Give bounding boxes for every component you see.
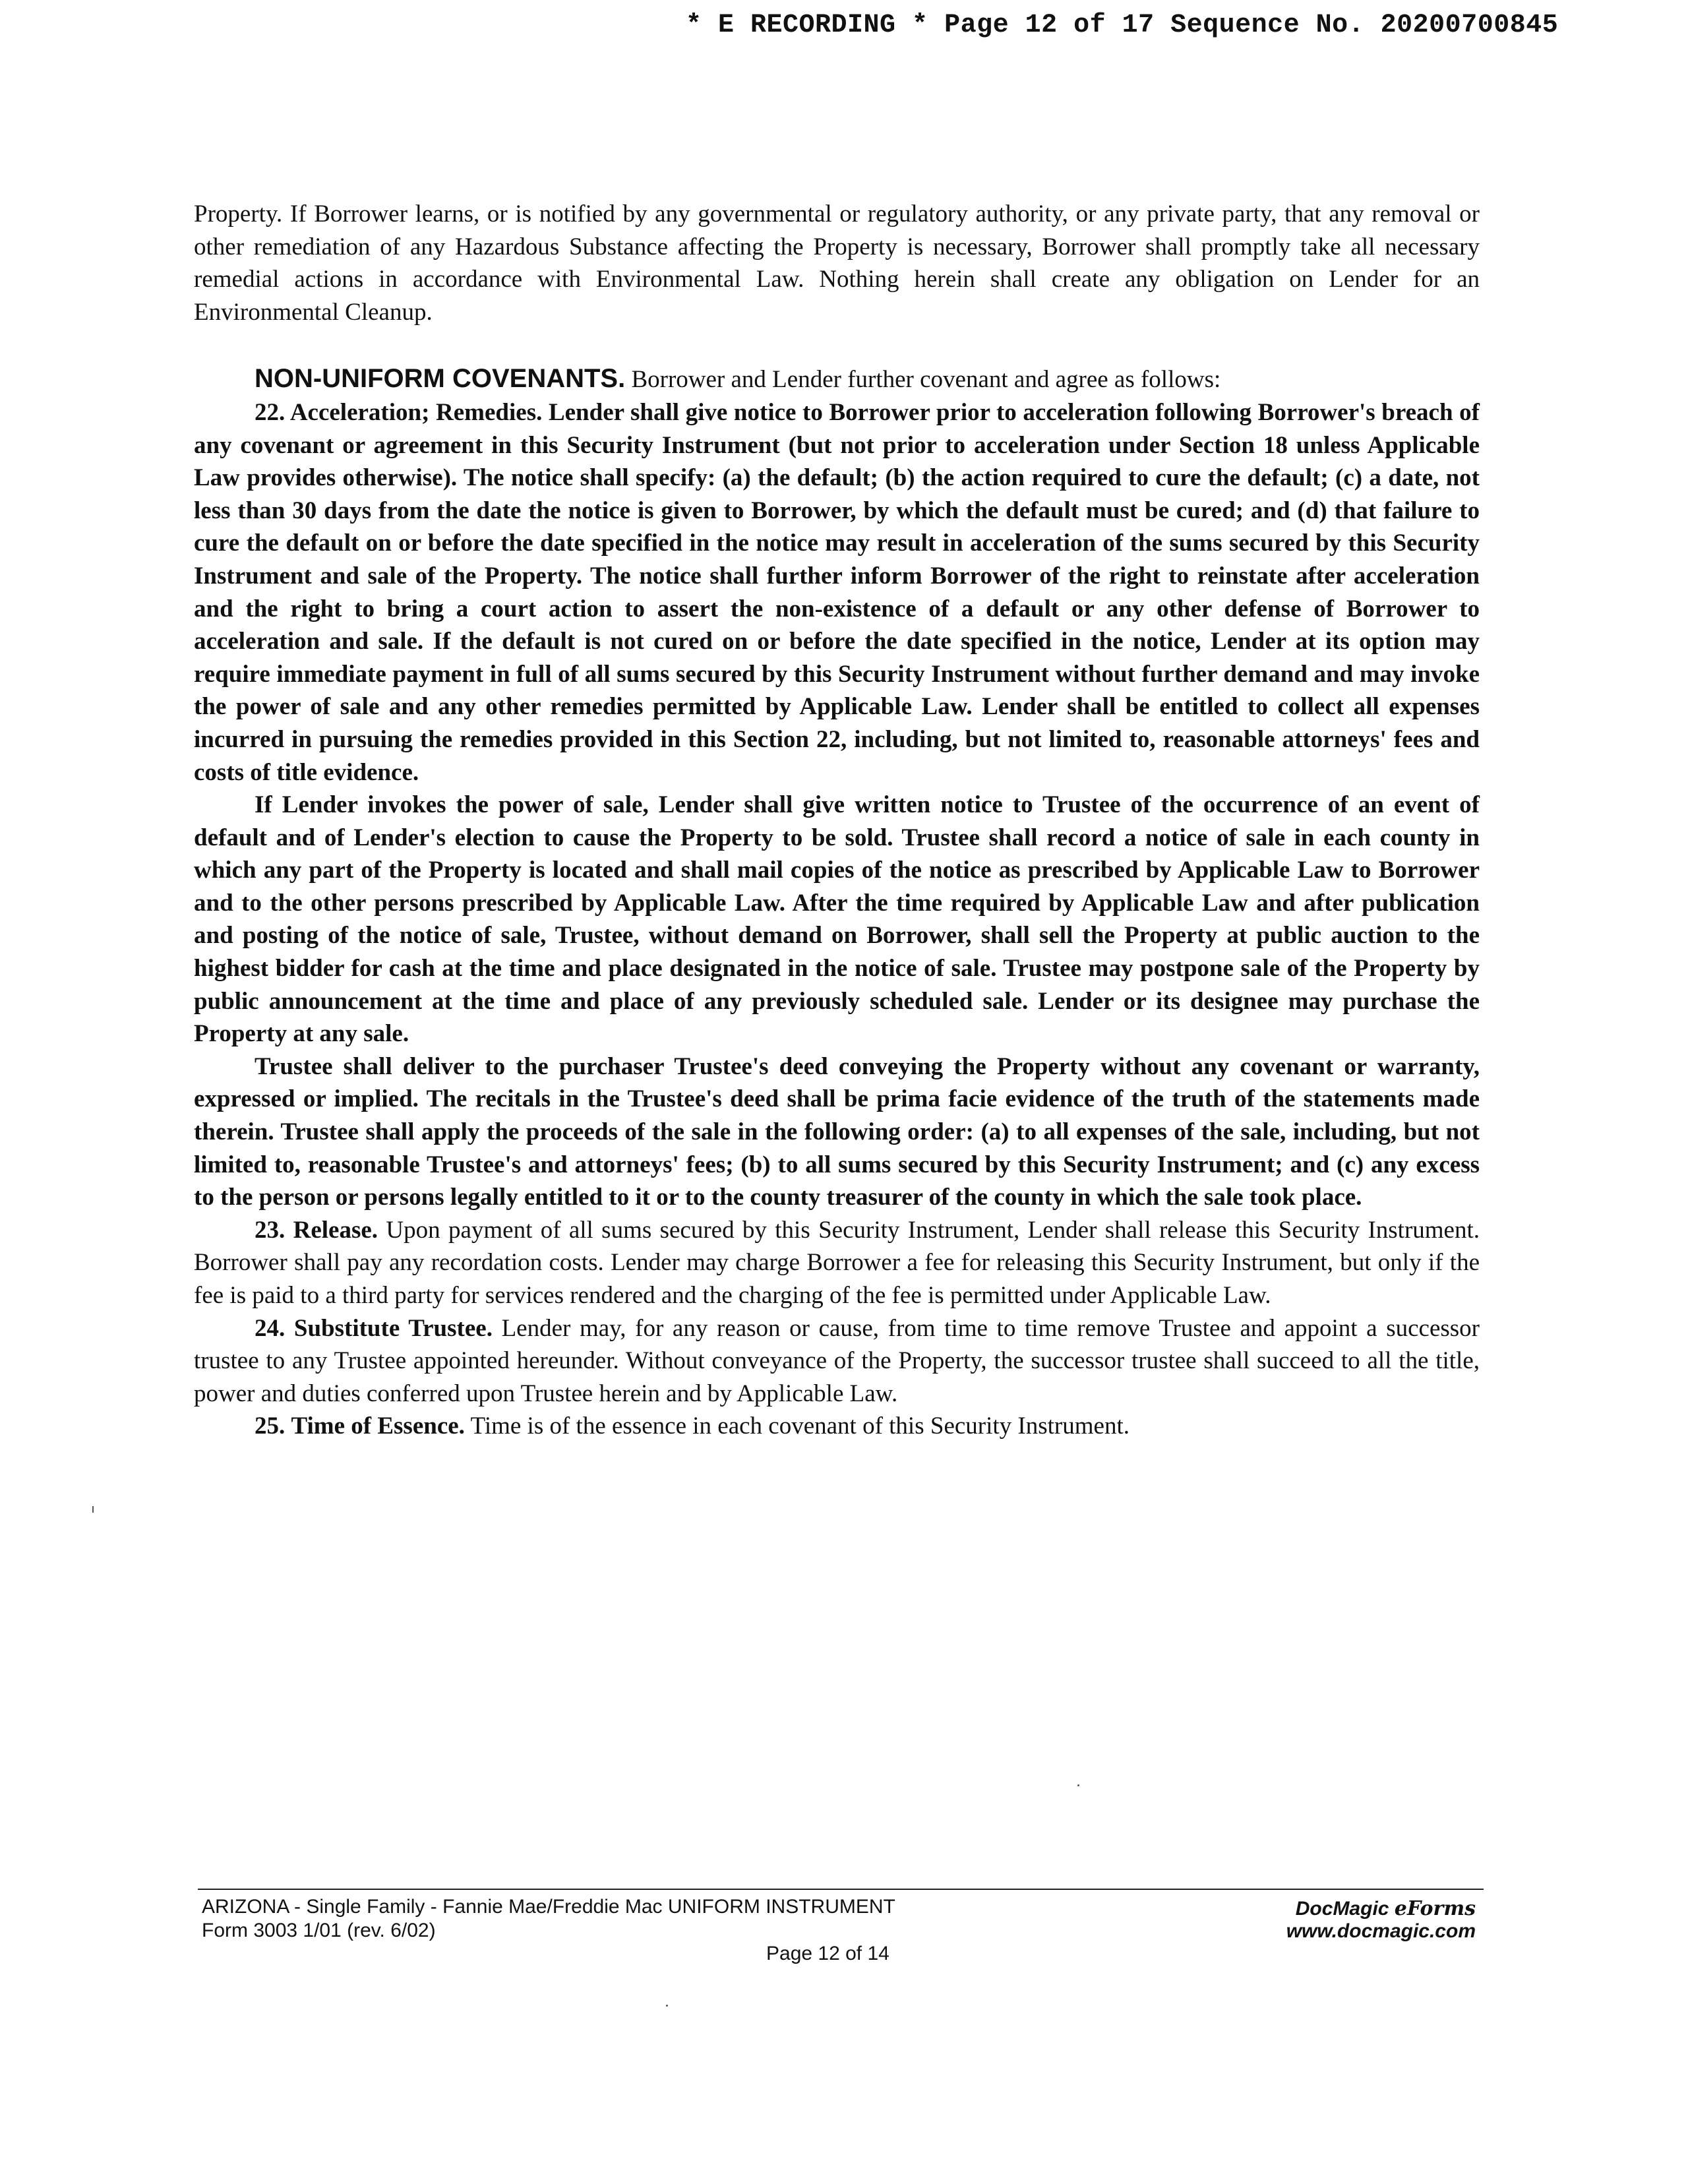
page-number: Page 12 of 14 [766, 1943, 889, 1964]
scan-speck [1077, 1784, 1079, 1786]
section-25-text: Time is of the essence in each covenant of this Security Instrument. [464, 1412, 1130, 1440]
section-25-number: 25. [255, 1412, 286, 1440]
non-uniform-covenants-heading: NON-UNIFORM COVENANTS. [255, 364, 626, 394]
form-number: Form 3003 1/01 (rev. 6/02) [202, 1920, 436, 1941]
footer-rule [198, 1889, 1484, 1890]
scan-speck [92, 1506, 94, 1513]
document-body [194, 198, 1480, 1443]
section-22-paragraph [194, 396, 1480, 789]
section-22-text: Lender shall give notice to Borrower prior to acceleration following Borrower's breach of any covenant or agreement in this Security Instrument (but not prior to acceleration under Section 18 unless Applicable Law provides otherwise). The notice shall specify: (a) the default; (b) the action required to cure the default; (c) a date, not less than 30 days from the date the notice is given to Borrower, by which the default must be cured; and (d) that failure to cure the default on or before the date specified in the notice may result in acceleration of the sums secured by this Security Instrument and sale of the Property. The notice shall further inform Borrower of the right to reinstate after acceleration and the right to bring a court action to assert the non-existence of a default or any other defense of Borrower to acceleration and sale. If the default is not cured on or before the date specified in the notice, Lender at its option may require immediate payment in full of all sums secured by this Security Instrument without further demand and may invoke the power of sale and any other remedies permitted by Applicable Law. Lender shall be entitled to collect all expenses incurred in pursuing the remedies provided in this Section 22, including, but not limited to, reasonable attorneys' fees and costs of title evidence. [194, 398, 1480, 786]
form-identification [202, 1895, 895, 1943]
non-uniform-covenants-text: Borrower and Lender further covenant and agree as follows: [625, 366, 1221, 394]
section-22-power-of-sale-paragraph: If Lender invokes the power of sale, Lender shall give written notice to Trustee of the occurrence of an event of default and of Lender's election to cause the Property to be sold. Trustee shall record a notice of sale in each county in which any part of the Property is located and shall mail copies of the notice as prescribed by Applicable Law to Borrower and to the other persons prescribed by Applicable Law. After the time required by Applicable Law and after publication and posting of the notice of sale, Trustee, without demand on Borrower, shall sell the Property at public auction to the highest bidder for cash at the time and place designated in the notice of sale. Trustee may postpone sale of the Property by public announcement at the time and place of any previously scheduled sale. Lender or its designee may purchase the Property at any sale. [194, 791, 1480, 1048]
section-23-title: Release. [293, 1216, 378, 1244]
docmagic-brand [1286, 1898, 1476, 1943]
brand-name: DocMagic [1295, 1898, 1395, 1920]
brand-url: www.docmagic.com [1286, 1920, 1476, 1942]
section-23-text: Upon payment of all sums secured by this Security Instrument, Lender shall release this Security Instrument. Borrower shall pay any recordation costs. Lender may charge Borrower a fee for releasing this Security Instrument, but only if the fee is paid to a third party for services rendered and the charging of the fee is permitted under Applicable Law. [194, 1216, 1480, 1309]
section-22-title: Acceleration; Remedies. [289, 398, 543, 426]
section-24-title: Substitute Trustee. [293, 1314, 493, 1342]
section-23-number: 23. [255, 1216, 286, 1244]
intro-paragraph: Property. If Borrower learns, or is notified by any governmental or regulatory authority, or any private party, that any removal or other remediation of any Hazardous Substance affecting the Property is necessary, Borrower shall promptly take all necessary remedial actions in accordance with Environmental Law. Nothing herein shall create any obligation on Lender for an Environmental Cleanup. [194, 200, 1480, 326]
non-uniform-covenants-paragraph [194, 363, 1480, 396]
scan-speck [666, 2005, 668, 2007]
section-22-number: 22. [255, 398, 286, 426]
section-25-paragraph [194, 1410, 1480, 1443]
section-23-paragraph [194, 1214, 1480, 1312]
section-22-trustee-deed-paragraph: Trustee shall deliver to the purchaser Trustee's deed conveying the Property without any covenant or warranty, expressed or implied. The recitals in the Trustee's deed shall be prima facie evidence of the truth of the statements made therein. Trustee shall apply the proceeds of the sale in the following order: (a) to all expenses of the sale, including, but not limited to, reasonable Trustee's and attorneys' fees; (b) to all sums secured by this Security Instrument; and (c) any excess to the person or persons legally entitled to it or to the county treasurer of the county in which the sale took place. [194, 1052, 1480, 1211]
brand-logo [1286, 1898, 1476, 1920]
eforms-logo-text: eForms [1394, 1897, 1476, 1920]
section-24-paragraph [194, 1312, 1480, 1410]
recording-header: * E RECORDING * Page 12 of 17 Sequence No. 20200700845 [686, 11, 1559, 40]
section-24-text: Lender may, for any reason or cause, from time to time remove Trustee and appoint a successor trustee to any Trustee appointed hereunder. Without conveyance of the Property, the successor trustee shall succeed to all the title, power and duties conferred upon Trustee herein and by Applicable Law. [194, 1314, 1480, 1407]
document-footer [198, 1895, 1484, 1981]
section-24-number: 24. [255, 1314, 286, 1342]
form-title: ARIZONA - Single Family - Fannie Mae/Freddie Mac UNIFORM INSTRUMENT [202, 1896, 895, 1918]
section-25-title: Time of Essence. [291, 1412, 465, 1440]
